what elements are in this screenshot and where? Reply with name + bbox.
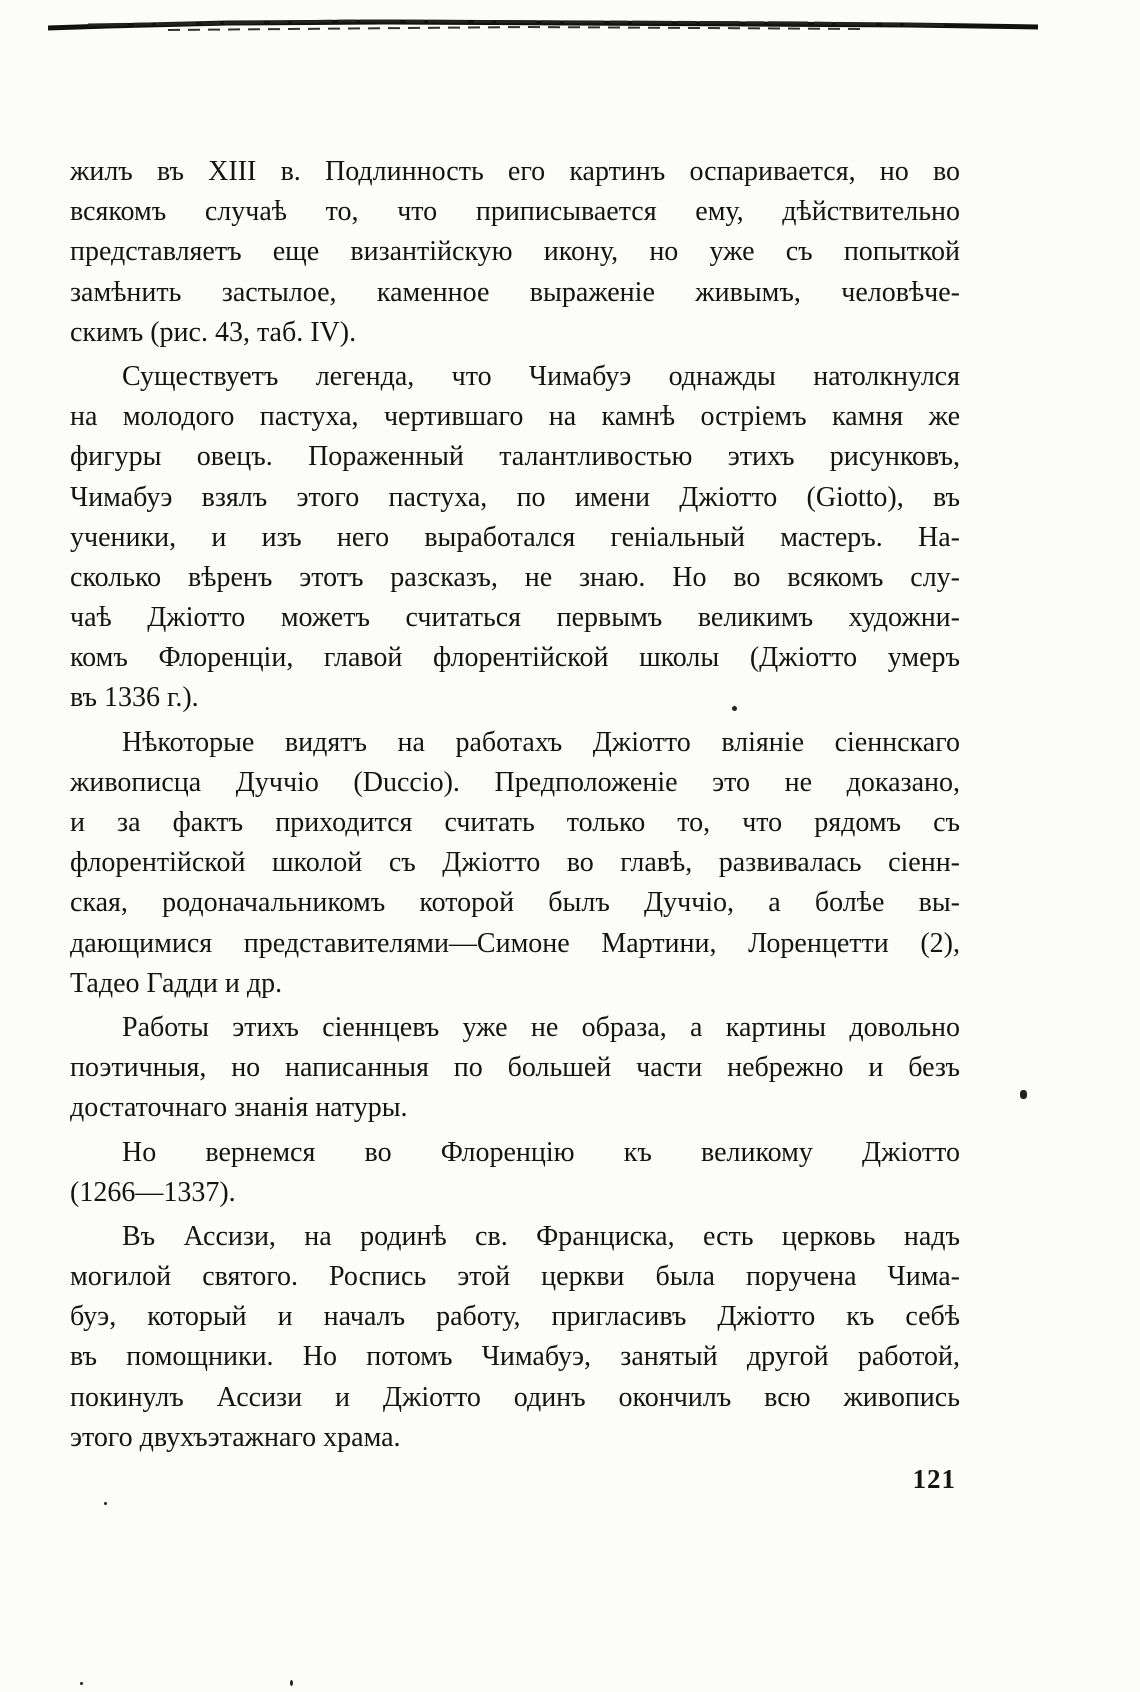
text-line: скимъ (рис. 43, таб. IV). <box>70 316 357 348</box>
text-line: сколько вѣренъ этотъ разсказъ, не знаю. Но во всякомъ слу- <box>70 561 960 593</box>
text-line: достаточнаго знанія натуры. <box>70 1092 408 1124</box>
ink-speck <box>1020 1090 1027 1099</box>
ink-speck <box>80 1682 83 1685</box>
paragraph-3 <box>70 723 960 1004</box>
paragraph-5 <box>70 1133 960 1213</box>
text-line: этого двухъэтажнаго храма. <box>70 1421 401 1453</box>
body-text <box>70 152 960 1458</box>
text-line: комъ Флоренціи, главой флорентійской школы (Джіотто умеръ <box>70 642 960 674</box>
text-line: замѣнить застылое, каменное выраженіе живымъ, человѣче- <box>70 276 960 308</box>
text-line: буэ, который и началъ работу, пригласивъ Джіотто къ себѣ <box>70 1301 960 1333</box>
text-line: Тадео Гадди и др. <box>70 967 283 999</box>
ink-speck <box>732 706 737 711</box>
text-line: въ 1336 г.). <box>70 682 199 714</box>
text-line: въ помощники. Но потомъ Чимабуэ, занятый другой работой, <box>70 1341 960 1373</box>
text-line: жилъ въ XIII в. Подлинность его картинъ оспаривается, но во <box>70 156 960 187</box>
scan-edge-artifact <box>48 14 1038 34</box>
text-line: поэтичныя, но написанныя по большей части небрежно и безъ <box>70 1052 960 1084</box>
text-line: Существуетъ легенда, что Чимабуэ однажды натолкнулся <box>122 360 960 392</box>
text-line: всякомъ случаѣ то, что приписывается ему, дѣйствительно <box>70 196 960 228</box>
text-line: ская, родоначальникомъ которой былъ Дуччіо, а болѣе вы- <box>70 887 960 919</box>
text-line: Работы этихъ сіеннцевъ уже не образа, а картины довольно <box>122 1011 960 1043</box>
paragraph-1 <box>70 152 960 353</box>
ink-speck <box>104 1502 107 1505</box>
paragraph-2 <box>70 357 960 719</box>
text-line: дающимися представителями—Симоне Мартини, Лоренцетти (2), <box>70 927 960 959</box>
text-line: покинулъ Ассизи и Джіотто одинъ окончилъ всю живопись <box>70 1381 960 1413</box>
text-line: (1266—1337). <box>70 1176 236 1208</box>
ink-speck <box>290 1680 293 1686</box>
paragraph-6 <box>70 1217 960 1458</box>
paragraph-4 <box>70 1008 960 1129</box>
text-line: могилой святого. Роспись этой церкви была поручена Чима- <box>70 1261 960 1293</box>
text-line: флорентійской школой съ Джіотто во главѣ, развивалась сіенн- <box>70 847 960 879</box>
text-line: и за фактъ приходится считать только то, что рядомъ съ <box>70 807 960 838</box>
text-line: Въ Ассизи, на родинѣ св. Франциска, есть церковь надъ <box>122 1220 960 1252</box>
text-line: на молодого пастуха, чертившаго на камнѣ остріемъ камня же <box>70 401 960 433</box>
text-line: ученики, и изъ него выработался геніальный мастеръ. На- <box>70 521 960 553</box>
text-line: живописца Дуччіо (Duccio). Предположеніе это не доказано, <box>70 766 960 798</box>
text-line: чаѣ Джіотто можетъ считаться первымъ великимъ художни- <box>70 602 960 634</box>
text-line: представляетъ еще византійскую икону, но уже съ попыткой <box>70 236 960 268</box>
text-line: Чимабуэ взялъ этого пастуха, по имени Джіотто (Giotto), въ <box>70 481 960 513</box>
text-line: Но вернемся во Флоренцію къ великому Джіотто <box>122 1136 960 1168</box>
page-number: 121 <box>912 1464 956 1494</box>
text-line: фигуры овецъ. Пораженный талантливостью этихъ рисунковъ, <box>70 441 960 473</box>
text-line: Нѣкоторые видятъ на работахъ Джіотто вліяніе сіеннскаго <box>122 726 960 758</box>
